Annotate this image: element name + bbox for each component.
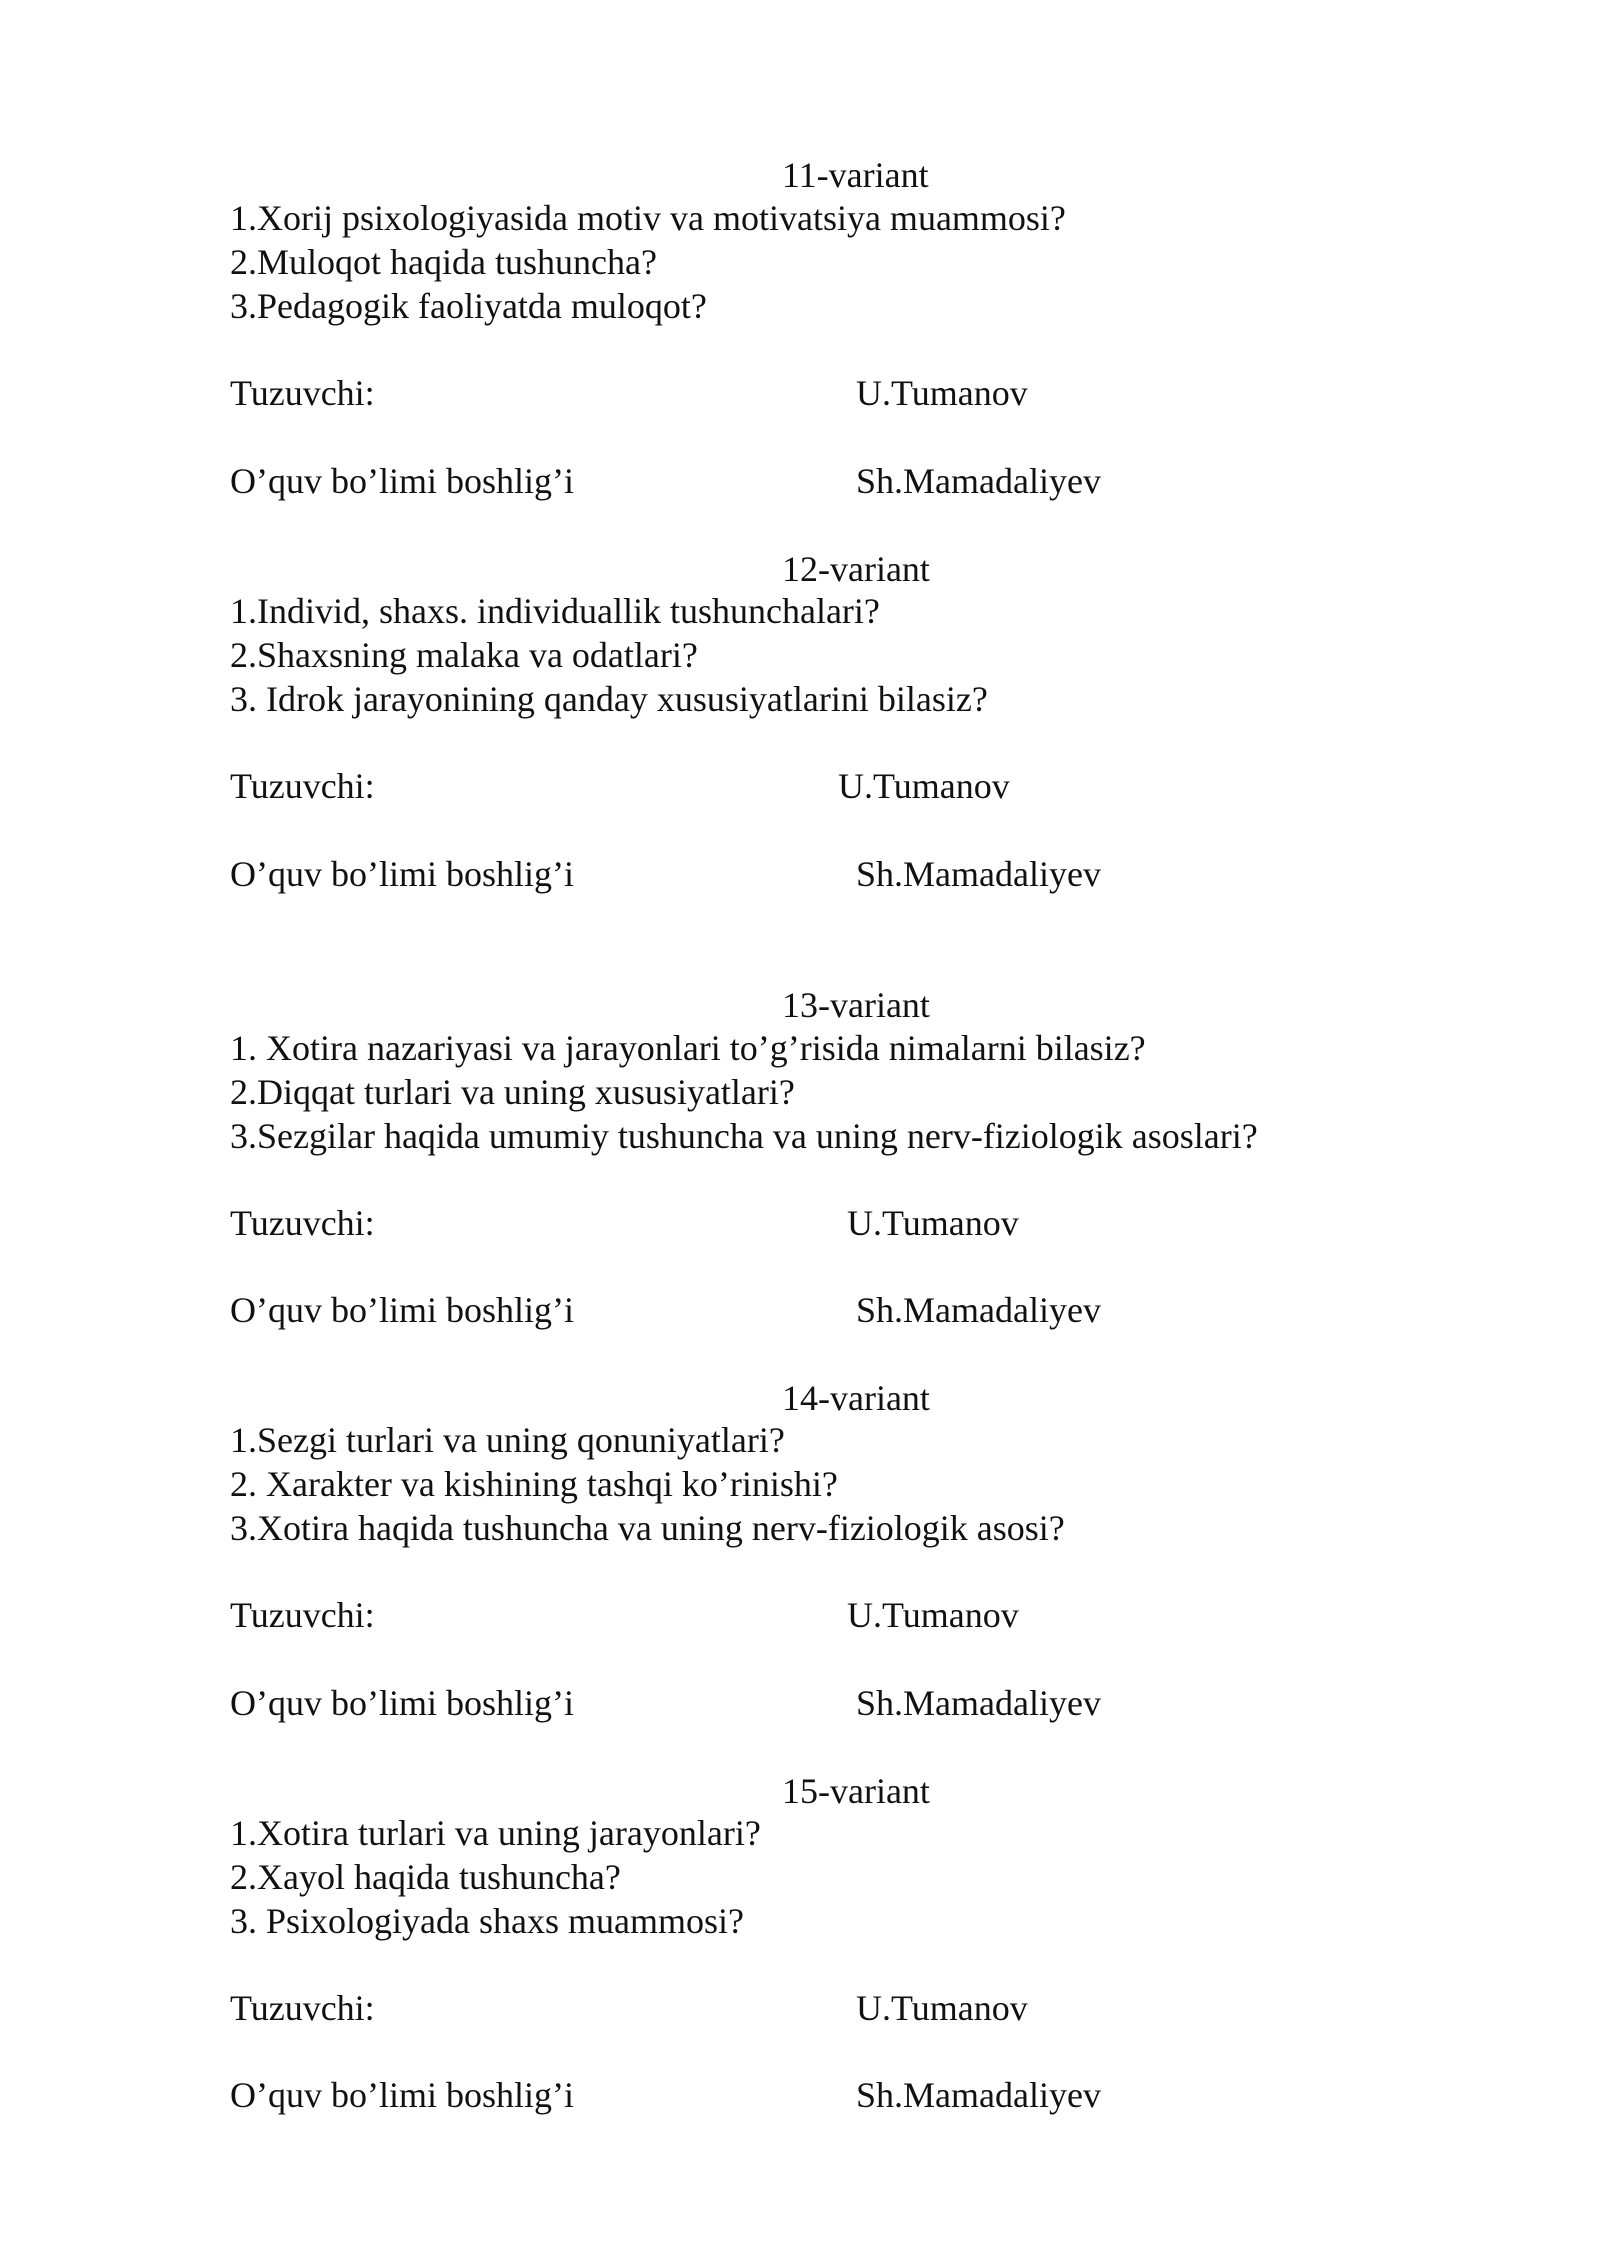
variant-title: 13-variant [782, 985, 930, 1025]
compiler-name: U.Tumanov [856, 1988, 1028, 2028]
question-item: 3.Xotira haqida tushuncha va uning nerv-fiziologik asosi? [230, 1508, 1065, 1548]
head-label: O’quv bo’limi boshlig’i [230, 1290, 574, 1330]
compiler-name: U.Tumanov [847, 1203, 1019, 1243]
question-item: 2. Xarakter va kishining tashqi ko’rinishi? [230, 1464, 838, 1504]
compiler-label: Tuzuvchi: [230, 1203, 375, 1243]
compiler-label: Tuzuvchi: [230, 1595, 375, 1635]
question-item: 3.Sezgilar haqida umumiy tushuncha va uning nerv-fiziologik asoslari? [230, 1116, 1258, 1156]
compiler-name: U.Tumanov [847, 1595, 1019, 1635]
variant-title: 14-variant [782, 1378, 930, 1418]
head-name: Sh.Mamadaliyev [856, 1683, 1101, 1723]
head-label: O’quv bo’limi boshlig’i [230, 461, 574, 501]
head-name: Sh.Mamadaliyev [856, 2075, 1101, 2115]
head-label: O’quv bo’limi boshlig’i [230, 854, 574, 894]
head-name: Sh.Mamadaliyev [856, 854, 1101, 894]
question-item: 1.Xorij psixologiyasida motiv va motivatsiya muammosi? [230, 198, 1066, 238]
compiler-label: Tuzuvchi: [230, 1988, 375, 2028]
variant-title: 11-variant [782, 155, 929, 195]
compiler-label: Tuzuvchi: [230, 766, 375, 806]
head-name: Sh.Mamadaliyev [856, 461, 1101, 501]
variant-title: 12-variant [782, 549, 930, 589]
question-item: 3.Pedagogik faoliyatda muloqot? [230, 286, 707, 326]
question-item: 2.Shaxsning malaka va odatlari? [230, 635, 698, 675]
head-label: O’quv bo’limi boshlig’i [230, 1683, 574, 1723]
question-item: 2.Muloqot haqida tushuncha? [230, 242, 657, 282]
question-item: 3. Psixologiyada shaxs muammosi? [230, 1901, 744, 1941]
question-item: 1.Individ, shaxs. individuallik tushunchalari? [230, 591, 880, 631]
head-label: O’quv bo’limi boshlig’i [230, 2075, 574, 2115]
question-item: 2.Diqqat turlari va uning xususiyatlari? [230, 1072, 795, 1112]
head-name: Sh.Mamadaliyev [856, 1290, 1101, 1330]
compiler-label: Tuzuvchi: [230, 373, 375, 413]
question-item: 2.Xayol haqida tushuncha? [230, 1857, 621, 1897]
compiler-name: U.Tumanov [838, 766, 1010, 806]
question-item: 1.Sezgi turlari va uning qonuniyatlari? [230, 1420, 785, 1460]
question-item: 3. Idrok jarayonining qanday xususiyatlarini bilasiz? [230, 679, 988, 719]
compiler-name: U.Tumanov [856, 373, 1028, 413]
variant-title: 15-variant [782, 1771, 930, 1811]
question-item: 1.Xotira turlari va uning jarayonlari? [230, 1813, 761, 1853]
question-item: 1. Xotira nazariyasi va jarayonlari to’g’risida nimalarni bilasiz? [230, 1028, 1146, 1068]
